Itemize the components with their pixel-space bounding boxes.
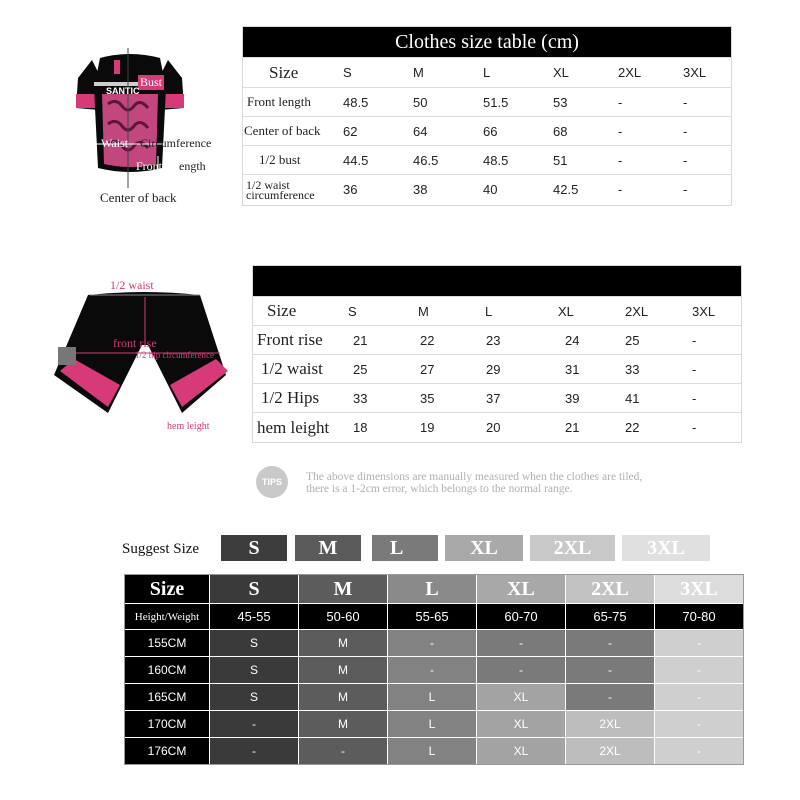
table-row: [253, 383, 741, 412]
grid-cell: M: [298, 684, 387, 710]
size-recommendation-grid: [124, 574, 744, 765]
waist-label: Waist: [101, 136, 129, 150]
grid-header-cell: 3XL: [654, 575, 743, 603]
row-label-line1: 1/2 waist: [246, 177, 290, 192]
table-row: [125, 683, 743, 710]
grid-cell: XL: [476, 684, 565, 710]
table-row: [243, 87, 731, 116]
size-xl: XL: [553, 65, 569, 80]
grid-header-cell: L: [387, 575, 476, 603]
tips-text: [306, 471, 642, 495]
cell-value: 64: [413, 123, 428, 139]
cell-value: 31: [565, 361, 580, 377]
grid-cell: -: [654, 711, 743, 737]
table-row: [243, 174, 731, 204]
grid-cell: S: [209, 630, 298, 656]
grid-cell: -: [387, 657, 476, 683]
row-label: Center of back: [244, 123, 321, 138]
cell-value: 25: [625, 332, 640, 348]
cell-value: 37: [486, 390, 501, 406]
suggest-size-m: M: [295, 535, 361, 561]
table-row: [253, 412, 741, 442]
table-row: [253, 325, 741, 354]
grid-cell: XL: [476, 738, 565, 764]
jersey-illustration: [70, 48, 235, 208]
cell-value: 51.5: [483, 94, 509, 110]
table-row: [125, 656, 743, 683]
grid-weight-cell: 50-60: [298, 604, 387, 629]
row-label: 1/2 waist: [261, 359, 323, 378]
suggest-size-xl: XL: [445, 535, 523, 561]
size-l: L: [483, 65, 491, 80]
cell-value: 41: [625, 390, 640, 406]
grid-cell: XL: [476, 711, 565, 737]
cell-value: -: [683, 182, 688, 197]
size-xl: XL: [558, 303, 574, 319]
bust-label: Bust: [140, 75, 163, 89]
grid-height-cell: 170CM: [125, 711, 209, 737]
front-label: Front l: [136, 159, 169, 173]
cell-value: 18: [353, 420, 368, 435]
cell-value: 38: [413, 182, 428, 197]
suggest-size-l: L: [372, 535, 438, 561]
grid-weight-cell: 60-70: [476, 604, 565, 629]
grid-weight-cell: 70-80: [654, 604, 743, 629]
suggest-size-s: S: [221, 535, 287, 561]
cell-value: 24: [565, 332, 580, 348]
grid-cell: S: [209, 657, 298, 683]
grid-weight-cell: 65-75: [565, 604, 654, 629]
grid-size-label: Size: [125, 575, 209, 603]
clothes-size-row: [243, 57, 731, 87]
cell-value: 42.5: [553, 182, 579, 197]
hem-label: hem leight: [167, 421, 210, 432]
cell-value: -: [618, 152, 623, 168]
grid-cell: L: [387, 684, 476, 710]
grid-cell: -: [654, 684, 743, 710]
row-label: 1/2 bust: [259, 152, 301, 167]
grid-cell: -: [476, 630, 565, 656]
grid-cell: -: [654, 657, 743, 683]
row-label-line2: circumference: [246, 187, 315, 202]
grid-cell: -: [565, 684, 654, 710]
cell-value: 25: [353, 361, 368, 377]
grid-height-cell: 155CM: [125, 630, 209, 656]
size-3xl: 3XL: [683, 65, 707, 80]
cell-value: -: [692, 390, 697, 406]
cell-value: 40: [483, 182, 498, 197]
shorts-size-table: [252, 265, 742, 443]
cell-value: 21: [353, 332, 368, 348]
brand-label: SANTIC: [106, 86, 140, 96]
size-s: S: [343, 65, 352, 80]
tips-badge-icon: TIPS: [256, 466, 288, 498]
length-label: ength: [179, 159, 206, 173]
grid-header-cell: S: [209, 575, 298, 603]
size-m: M: [418, 303, 429, 319]
size-m: M: [413, 65, 424, 80]
circumference-label: Circumference: [140, 136, 212, 150]
cell-value: 39: [565, 390, 580, 406]
center-back-label: Center of back: [100, 190, 177, 205]
cell-value: 53: [553, 94, 568, 110]
row-label: Front length: [247, 94, 311, 109]
cell-value: -: [618, 94, 623, 110]
row-label: Front rise: [257, 330, 323, 349]
grid-header-cell: 2XL: [565, 575, 654, 603]
grid-cell: -: [209, 738, 298, 764]
cell-value: 50: [413, 94, 428, 110]
grid-header-cell: M: [298, 575, 387, 603]
cell-value: 29: [486, 361, 501, 377]
row-label: 1/2 Hips: [261, 388, 320, 407]
cell-value: 68: [553, 123, 568, 139]
clothes-table-title: Clothes size table (cm): [395, 30, 579, 53]
table-row: [243, 116, 731, 145]
grid-cell: -: [298, 738, 387, 764]
cell-value: 20: [486, 420, 501, 435]
shorts-illustration: [50, 275, 240, 440]
cell-value: -: [683, 152, 688, 168]
shorts-size-row: [253, 296, 741, 325]
cell-value: -: [618, 182, 623, 197]
clothes-size-table: [242, 26, 732, 206]
grid-header-row: [125, 575, 743, 603]
size-s: S: [348, 303, 357, 319]
size-3xl: 3XL: [692, 303, 716, 319]
cell-value: 66: [483, 123, 498, 139]
grid-cell: M: [298, 657, 387, 683]
cell-value: 62: [343, 123, 358, 139]
table-row: [253, 354, 741, 383]
grid-cell: L: [387, 711, 476, 737]
cell-value: -: [692, 332, 697, 348]
table-row: [125, 629, 743, 656]
size-label: Size: [267, 301, 297, 320]
cell-value: 27: [420, 361, 435, 377]
size-l: L: [485, 303, 493, 319]
suggest-size-3xl: 3XL: [622, 535, 710, 561]
table-header-bar: [243, 27, 731, 57]
grid-cell: -: [654, 738, 743, 764]
table-row: [243, 145, 731, 174]
cell-value: 22: [625, 420, 640, 435]
cell-value: -: [683, 94, 688, 110]
cell-value: -: [618, 123, 623, 139]
cell-value: -: [683, 123, 688, 139]
cell-value: 46.5: [413, 152, 439, 168]
suggest-size-2xl: 2XL: [530, 535, 615, 561]
cell-value: 44.5: [343, 152, 369, 168]
grid-cell: M: [298, 711, 387, 737]
tips-line2: there is a 1-2cm error, which belongs to the normal range.: [306, 483, 573, 495]
grid-cell: -: [387, 630, 476, 656]
half-hip-label: 1/2 hip circumference: [135, 350, 214, 360]
size-2xl: 2XL: [625, 303, 649, 319]
grid-cell: -: [565, 657, 654, 683]
grid-height-cell: 160CM: [125, 657, 209, 683]
jersey-icon: [70, 48, 235, 208]
size-2xl: 2XL: [618, 65, 642, 80]
table-header-bar: [253, 266, 741, 296]
cell-value: 23: [486, 332, 501, 348]
row-label: [243, 177, 343, 202]
grid-cell: M: [298, 630, 387, 656]
tips-line1: The above dimensions are manually measured when the clothes are tiled,: [306, 471, 643, 483]
table-row: [125, 710, 743, 737]
cell-value: 33: [625, 361, 640, 377]
cell-value: 21: [565, 420, 580, 435]
table-row: [125, 737, 743, 764]
cell-value: 19: [420, 420, 435, 435]
grid-cell: 2XL: [565, 711, 654, 737]
grid-height-cell: 165CM: [125, 684, 209, 710]
cell-value: -: [692, 361, 697, 377]
grid-cell: -: [476, 657, 565, 683]
half-waist-label: 1/2 waist: [110, 278, 154, 292]
grid-cell: -: [209, 711, 298, 737]
cell-value: 33: [353, 390, 368, 406]
cell-value: 22: [420, 332, 435, 348]
grid-header-cell: XL: [476, 575, 565, 603]
cell-value: 51: [553, 152, 568, 168]
cell-value: 36: [343, 182, 358, 197]
grid-cell: S: [209, 684, 298, 710]
cell-value: -: [692, 420, 697, 435]
suggest-size-label: Suggest Size: [122, 541, 200, 557]
grid-cell: 2XL: [565, 738, 654, 764]
tips-note: [256, 466, 746, 500]
front-rise-label: front rise: [113, 336, 157, 350]
cell-value: 48.5: [483, 152, 509, 168]
grid-hw-label: Height/Weight: [125, 604, 209, 629]
cell-value: 35: [420, 390, 435, 406]
grid-cell: -: [654, 630, 743, 656]
row-label: hem leight: [257, 417, 330, 437]
grid-cell: -: [565, 630, 654, 656]
size-label: Size: [269, 62, 299, 82]
cell-value: 48.5: [343, 94, 369, 110]
grid-cell: L: [387, 738, 476, 764]
grid-weight-row: [125, 603, 743, 629]
grid-weight-cell: 45-55: [209, 604, 298, 629]
grid-weight-cell: 55-65: [387, 604, 476, 629]
grid-height-cell: 176CM: [125, 738, 209, 764]
